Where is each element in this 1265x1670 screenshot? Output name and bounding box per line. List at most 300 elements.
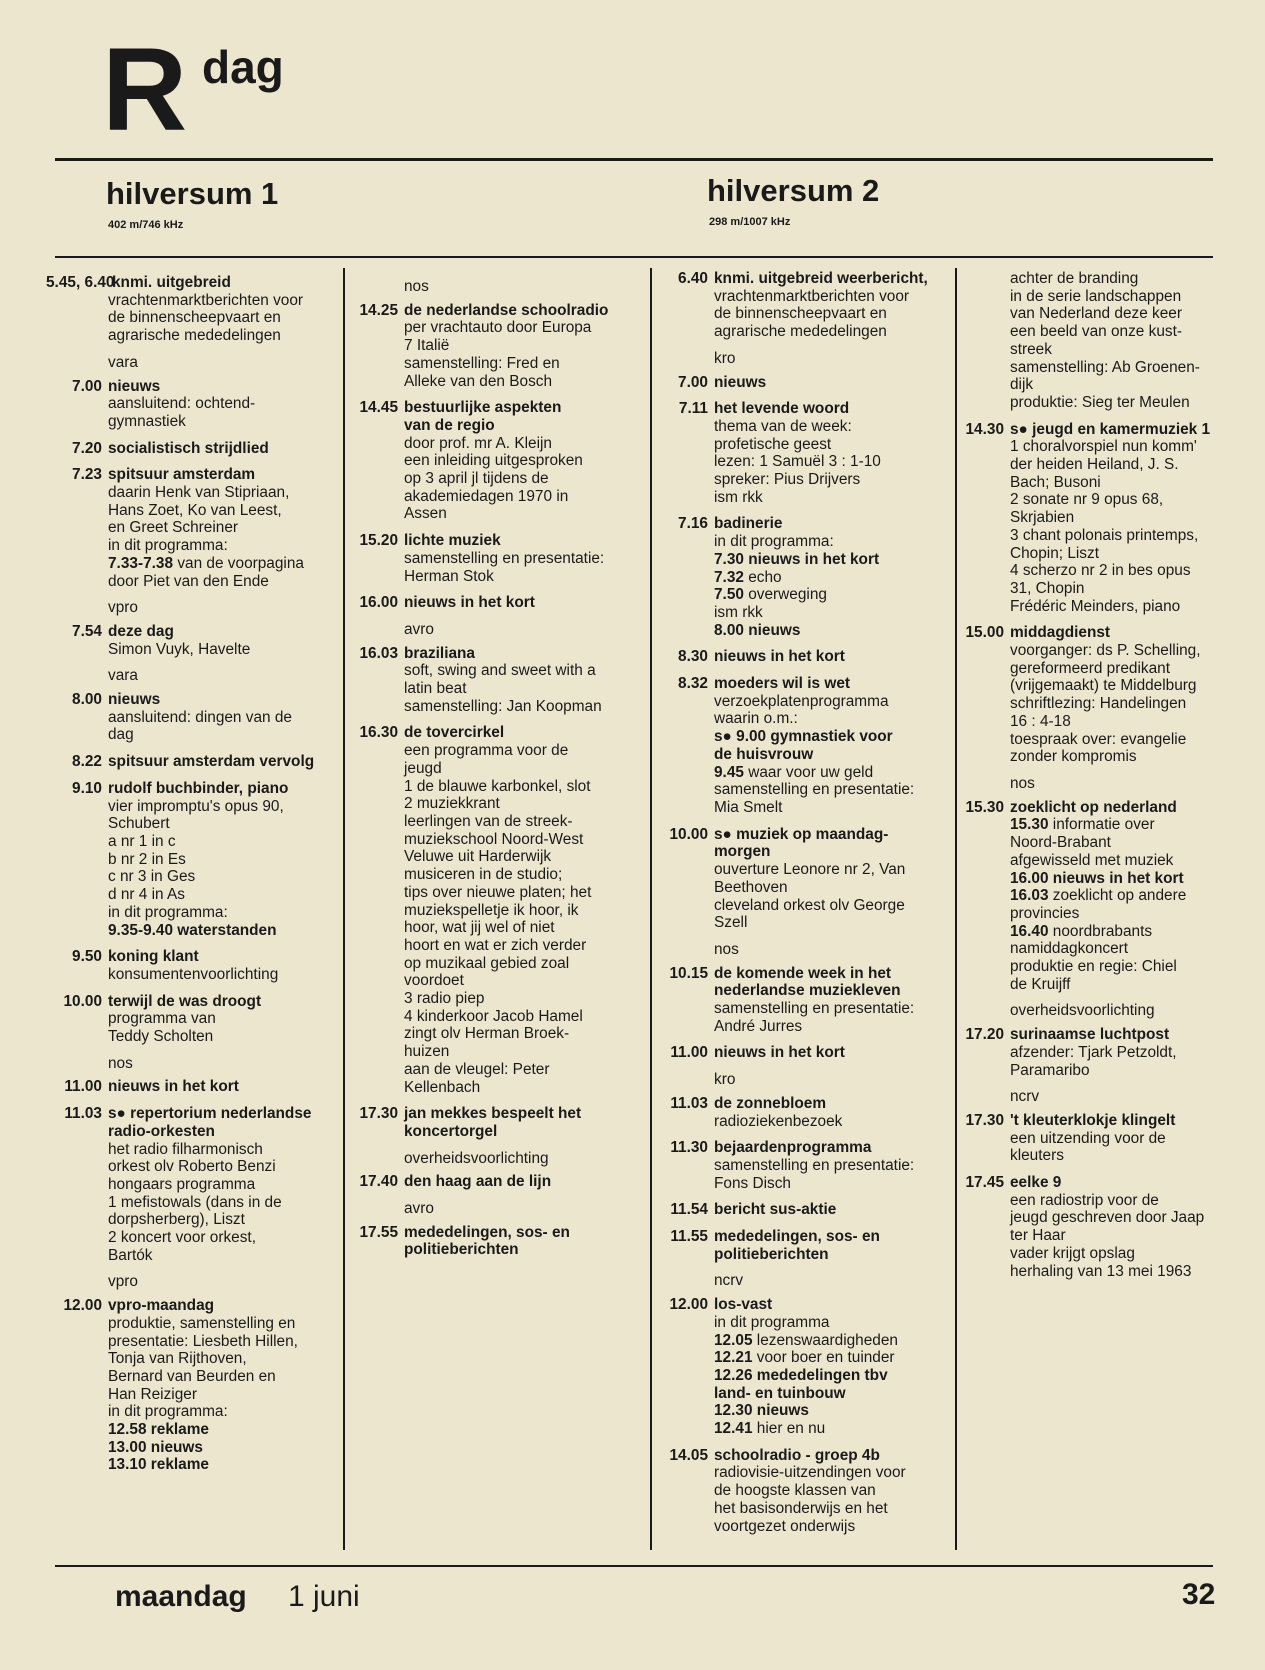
program-time: 5.45, 6.40: [46, 274, 115, 291]
program-time: 11.30: [670, 1139, 708, 1157]
program-detail-line: zingt olv Herman Broek-: [404, 1025, 570, 1043]
program-detail-line: streek: [1010, 340, 1052, 358]
sub-item-bold: 8.00 nieuws: [714, 621, 801, 639]
program-time: 8.22: [72, 753, 102, 771]
program-detail-line: akademiedagen 1970 in: [404, 487, 569, 505]
program-detail-line: 4 scherzo nr 2 in bes opus: [1010, 562, 1191, 580]
sub-item-text: echo: [743, 568, 782, 586]
program-detail-line: Assen: [404, 505, 447, 523]
program-detail-line: agrarische mededelingen: [714, 323, 887, 341]
program-entry: [46, 274, 340, 345]
sub-item-bold: 12.26 mededelingen tbv: [714, 1366, 888, 1384]
program-title: de nederlandse schoolradio: [404, 301, 609, 319]
program-detail-line: dag: [108, 726, 134, 744]
program-detail-line: ism rkk: [714, 488, 763, 506]
header-rule: [55, 256, 1213, 258]
program-detail-line: produktie en regie: Chiel: [1010, 958, 1177, 976]
program-title: 't kleuterklokje klingelt: [1010, 1111, 1176, 1129]
broadcaster-label: kro: [714, 349, 736, 367]
program-time: 16.00: [359, 594, 398, 612]
program-detail-line: (vrijgemaakt) te Middelburg: [1010, 677, 1197, 695]
program-detail-line: samenstelling: Ab Groenen-: [1010, 358, 1200, 376]
program-sub-item: [714, 1402, 952, 1420]
program-title: mededelingen, sos- en: [404, 1223, 570, 1241]
program-detail-line: op 3 april jl tijdens de: [404, 470, 549, 488]
program-entry: [670, 1228, 952, 1263]
program-sub-item: [1010, 816, 1235, 834]
sub-item-bold: 12.58 reklame: [108, 1421, 209, 1439]
sub-item-text: noordbrabants: [1048, 922, 1153, 940]
program-title: nieuws in het kort: [404, 594, 535, 612]
program-detail-line: Bernard van Beurden en: [108, 1367, 276, 1385]
program-title: moeders wil is wet: [714, 675, 850, 693]
program-time: 9.50: [72, 948, 102, 966]
program-entry: [965, 624, 1235, 766]
program-detail-line: achter de branding: [1010, 270, 1139, 287]
program-detail-line: waarin o.m.:: [714, 710, 798, 728]
program-time: 11.03: [670, 1094, 708, 1112]
program-detail-line: huizen: [404, 1043, 450, 1061]
program-entry: [678, 270, 952, 341]
program-detail-line: namiddagkoncert: [1010, 940, 1129, 958]
program-entry: [678, 675, 952, 817]
program-time: 17.20: [965, 1026, 1004, 1044]
program-title: bericht sus-aktie: [714, 1201, 837, 1219]
program-detail-line: hoort en wat er zich verder: [404, 936, 587, 954]
program-title: vpro-maandag: [108, 1297, 215, 1315]
program-detail-line: hoor, wat jij wel of niet: [404, 919, 555, 937]
program-title: bejaardenprogramma: [714, 1139, 872, 1157]
program-detail-line: Schubert: [108, 815, 170, 833]
program-detail-line: vier impromptu's opus 90,: [108, 797, 284, 815]
program-title-cont: politieberichten: [714, 1245, 829, 1263]
program-detail-line: in de serie landschappen: [1010, 287, 1182, 305]
program-detail-line: de Kruijff: [1010, 975, 1071, 993]
program-detail-line: toespraak over: evangelie: [1010, 730, 1187, 748]
program-time: 14.25: [359, 301, 398, 319]
program-entry: [72, 466, 340, 590]
program-title: s● jeugd en kamermuziek 1: [1010, 420, 1211, 438]
program-title: rudolf buchbinder, piano: [108, 779, 289, 797]
program-detail-line: afgewisseld met muziek: [1010, 851, 1174, 869]
broadcaster-label: overheidsvoorlichting: [1010, 1002, 1155, 1020]
program-detail-line: samenstelling en presentatie:: [714, 1000, 915, 1018]
program-detail-line: spreker: Pius Drijvers: [714, 471, 861, 489]
program-sub-item: [1010, 870, 1235, 888]
broadcaster-label: ncrv: [1010, 1088, 1040, 1106]
program-detail-line: Beethoven: [714, 878, 788, 896]
broadcaster-label: kro: [714, 1071, 736, 1089]
station-freq-2: 298 m/1007 kHz: [709, 216, 791, 228]
program-title-cont: nederlandse muziekleven: [714, 982, 901, 1000]
program-detail-line: tips over nieuwe platen; het: [404, 883, 592, 901]
program-entry: [670, 1201, 952, 1219]
station-title-1: hilversum 1: [106, 176, 279, 211]
broadcaster-label: ncrv: [714, 1272, 744, 1290]
program-detail-line: verzoekplatenprogramma: [714, 692, 889, 710]
program-entry: [669, 964, 952, 1036]
program-detail-line: 2 koncert voor orkest,: [108, 1229, 256, 1247]
broadcaster-label: nos: [1010, 774, 1035, 792]
program-detail-line: daarin Henk van Stipriaan,: [108, 484, 290, 502]
program-detail-line: Veluwe uit Harderwijk: [404, 848, 552, 866]
program-detail-line: a nr 1 in c: [108, 832, 176, 850]
program-detail-line: Herman Stok: [404, 567, 494, 585]
program-title: de komende week in het: [714, 964, 892, 982]
program-entry: [965, 1111, 1235, 1165]
program-title: knmi. uitgebreid weerbericht,: [714, 270, 928, 287]
program-title: lichte muziek: [404, 532, 501, 550]
broadcaster-label: avro: [404, 620, 434, 638]
program-sub-item: [1010, 887, 1235, 905]
program-detail-line: 3 radio piep: [404, 990, 485, 1008]
program-detail-line: 1 choralvorspiel nun komm': [1010, 438, 1197, 456]
program-time: 17.30: [965, 1111, 1004, 1129]
program-time: 6.40: [678, 270, 708, 287]
program-detail-line: in dit programma: [714, 1313, 830, 1331]
program-title: spitsuur amsterdam: [108, 466, 256, 484]
program-detail-line: b nr 2 in Es: [108, 850, 186, 868]
program-time: 7.54: [72, 622, 102, 640]
program-time: 9.10: [72, 779, 102, 797]
program-entry: [64, 1105, 340, 1264]
program-sub-item: [1010, 923, 1235, 941]
program-entry: [670, 1139, 952, 1192]
program-sub-item: [714, 551, 952, 569]
sub-item-bold: 9.35-9.40 waterstanden: [108, 921, 277, 939]
program-entry: [678, 400, 952, 506]
program-time: 15.30: [965, 798, 1004, 816]
sub-item-bold: 16.40: [1010, 922, 1049, 940]
program-entry: [72, 948, 340, 983]
broadcaster-label: avro: [404, 1200, 434, 1218]
station-title-2: hilversum 2: [707, 173, 880, 208]
program-time: 11.00: [64, 1078, 102, 1096]
program-time: 17.40: [359, 1173, 398, 1191]
program-time: 16.03: [359, 644, 398, 662]
program-time: 15.00: [965, 624, 1004, 642]
program-detail-line: in dit programma:: [108, 537, 228, 555]
program-detail-line: schriftlezing: Handelingen: [1010, 695, 1187, 713]
program-detail-line: samenstelling en presentatie:: [404, 549, 605, 567]
logo-suffix: dag: [202, 41, 284, 93]
program-title-cont: radio-orkesten: [108, 1122, 215, 1140]
program-detail-line: door prof. mr A. Kleijn: [404, 434, 552, 452]
program-entry: [359, 399, 644, 523]
sub-item-text: lezenswaardigheden: [752, 1331, 898, 1349]
program-entry: [359, 532, 644, 585]
program-detail-line: provincies: [1010, 904, 1080, 922]
program-title-cont: koncertorgel: [404, 1122, 498, 1140]
program-detail-line: Frédéric Meinders, piano: [1010, 597, 1181, 615]
program-sub-item: [108, 922, 340, 940]
program-detail-line: Bach; Busoni: [1010, 473, 1101, 491]
program-detail-line: jeugd: [404, 759, 442, 777]
program-entry: [63, 992, 340, 1046]
sub-item-bold: 13.10 reklame: [108, 1456, 209, 1474]
program-detail-line: 2 sonate nr 9 opus 68,: [1010, 491, 1164, 509]
program-time: 8.30: [678, 648, 708, 666]
sub-item-bold: 7.32: [714, 568, 744, 586]
sub-item-text: zoeklicht op andere: [1048, 887, 1187, 905]
program-detail-line: 7 Italië: [404, 337, 450, 355]
program-detail-line: vrachtenmarktberichten voor: [714, 287, 910, 305]
program-detail-line: de binnenscheepvaart en: [714, 305, 887, 323]
program-entry: [359, 301, 644, 391]
program-title: deze dag: [108, 622, 174, 640]
program-title: eelke 9: [1010, 1174, 1062, 1192]
program-time: 8.32: [678, 675, 708, 693]
sub-item-bold: 7.50: [714, 586, 744, 604]
program-detail-line: 16 : 4-18: [1010, 712, 1071, 730]
program-detail-line: gymnastiek: [108, 412, 186, 430]
sub-item-text: waar voor uw geld: [743, 763, 874, 781]
program-detail-line: agrarische mededelingen: [108, 327, 281, 345]
program-title: nieuws: [108, 691, 161, 709]
program-time: 7.20: [72, 439, 102, 457]
program-detail-line: produktie: Sieg ter Meulen: [1010, 393, 1190, 411]
broadcaster-label: vara: [108, 667, 138, 685]
program-sub-item: [714, 746, 952, 764]
program-time: 7.00: [678, 373, 708, 391]
column-divider: [343, 268, 345, 1550]
program-detail-line: leerlingen van de streek-: [404, 812, 573, 830]
schedule-column-4: [965, 270, 1235, 1289]
sub-item-bold: land- en tuinbouw: [714, 1384, 846, 1402]
program-detail-line: aan de vleugel: Peter: [404, 1060, 550, 1078]
program-detail-line: ouverture Leonore nr 2, Van: [714, 861, 906, 879]
page-number: 32: [1182, 1578, 1216, 1611]
program-entry: [359, 644, 644, 716]
program-sub-item: [714, 569, 952, 587]
program-time: 11.03: [64, 1105, 102, 1123]
broadcaster-label: nos: [108, 1054, 133, 1072]
program-detail-line: dijk: [1010, 376, 1034, 394]
program-entry: [965, 798, 1235, 994]
program-detail-line: samenstelling en presentatie:: [714, 1156, 915, 1174]
program-title: nieuws in het kort: [714, 1044, 845, 1062]
program-detail-line: per vrachtauto door Europa: [404, 319, 592, 337]
program-time: 15.20: [359, 532, 398, 550]
program-time: 17.55: [359, 1223, 398, 1241]
program-detail-line: muziekschool Noord-West: [404, 830, 584, 848]
program-title: s● muziek op maandag-: [714, 825, 889, 843]
program-detail-line: 1 de blauwe karbonkel, slot: [404, 777, 591, 795]
program-title: bestuurlijke aspekten: [404, 399, 562, 417]
program-detail-line: musiceren in de studio;: [404, 866, 563, 884]
program-entry: [72, 377, 340, 431]
broadcaster-label: nos: [404, 278, 429, 295]
program-detail-line: profetische geest: [714, 435, 832, 453]
program-time: 14.05: [669, 1446, 708, 1464]
program-detail-line: voordoet: [404, 972, 464, 990]
program-title: knmi. uitgebreid: [112, 274, 231, 291]
program-detail-line: vader krijgt opslag: [1010, 1244, 1135, 1262]
footer-day: maandag: [115, 1580, 247, 1613]
program-detail-line: een uitzending voor de: [1010, 1129, 1166, 1147]
program-entry: [678, 373, 952, 392]
program-entry: [72, 691, 340, 744]
program-entry: [669, 825, 952, 932]
sub-item-bold: 16.00 nieuws in het kort: [1010, 869, 1184, 887]
program-detail-line: de hoogste klassen van: [714, 1482, 876, 1500]
program-detail-line: kleuters: [1010, 1147, 1064, 1165]
program-entry: [670, 1094, 952, 1130]
program-time: 11.54: [670, 1201, 708, 1219]
footer-rule: [55, 1565, 1213, 1567]
program-time: 12.00: [669, 1296, 708, 1314]
program-entry: [64, 1078, 340, 1096]
program-detail-line: het basisonderwijs en het: [714, 1499, 888, 1517]
program-detail-line: thema van de week:: [714, 417, 852, 435]
sub-item-bold: 13.00 nieuws: [108, 1438, 203, 1456]
program-entry: [359, 1223, 644, 1259]
program-time: 7.11: [678, 400, 708, 418]
program-entry: [1010, 270, 1235, 412]
program-detail-line: 31, Chopin: [1010, 579, 1085, 597]
column-divider: [650, 268, 652, 1550]
program-sub-item: [714, 728, 952, 746]
program-entry: [678, 648, 952, 666]
program-title: spitsuur amsterdam vervolg: [108, 753, 315, 771]
program-sub-item: [714, 1367, 952, 1385]
program-detail-line: Szell: [714, 914, 748, 932]
program-detail-line: van Nederland deze keer: [1010, 305, 1182, 323]
broadcaster-label: vpro: [108, 599, 138, 617]
program-detail-line: Han Reiziger: [108, 1385, 197, 1403]
program-detail-line: afzender: Tjark Petzoldt,: [1010, 1043, 1177, 1061]
sub-item-bold: 15.30: [1010, 816, 1049, 834]
program-entry: [359, 724, 644, 1096]
program-title: nieuws in het kort: [108, 1078, 239, 1096]
program-detail-line: presentatie: Liesbeth Hillen,: [108, 1332, 298, 1350]
program-entry: [72, 622, 340, 658]
program-title: socialistisch strijdlied: [108, 439, 269, 457]
program-detail-line: latin beat: [404, 680, 467, 698]
program-title: middagdienst: [1010, 624, 1111, 642]
program-sub-item: [714, 586, 952, 604]
program-detail-line: der heiden Heiland, J. S.: [1010, 456, 1179, 474]
program-entry: [72, 439, 340, 458]
program-detail-line: vrachtenmarktberichten voor: [108, 291, 304, 309]
program-detail-line: herhaling van 13 mei 1963: [1010, 1262, 1192, 1280]
top-rule: [55, 158, 1213, 161]
program-detail-line: Kellenbach: [404, 1078, 481, 1096]
program-detail-line: jeugd geschreven door Jaap: [1010, 1209, 1205, 1227]
program-title: de zonnebloem: [714, 1094, 827, 1112]
program-sub-item: [714, 622, 952, 640]
program-title: los-vast: [714, 1296, 773, 1314]
broadcaster-label: nos: [714, 940, 739, 958]
sub-item-bold: de huisvrouw: [714, 745, 814, 763]
program-detail-line: Chopin; Liszt: [1010, 544, 1099, 562]
program-detail-line: op muzikaal gebied zoal: [404, 954, 570, 972]
program-title: de tovercirkel: [404, 724, 505, 742]
program-detail-line: lezen: 1 Samuël 3 : 1-10: [714, 453, 881, 471]
program-time: 10.15: [669, 964, 708, 982]
program-sub-item: [714, 1420, 952, 1438]
program-detail-line: produktie, samenstelling en: [108, 1314, 296, 1332]
program-detail-line: Paramaribo: [1010, 1061, 1090, 1079]
program-detail-line: orkest olv Roberto Benzi: [108, 1158, 276, 1176]
program-detail-line: samenstelling: Jan Koopman: [404, 697, 602, 715]
program-time: 11.55: [670, 1228, 708, 1246]
sub-item-bold: 12.21: [714, 1349, 753, 1367]
sub-item-bold: 12.05: [714, 1331, 753, 1349]
program-entry: [359, 1173, 644, 1191]
program-detail-line: door Piet van den Ende: [108, 572, 269, 590]
broadcaster-label: overheidsvoorlichting: [404, 1149, 549, 1167]
station-freq-1: 402 m/746 kHz: [108, 219, 184, 231]
program-time: 8.00: [72, 691, 102, 709]
sub-item-bold: 12.41: [714, 1420, 753, 1438]
program-detail-line: Alleke van den Bosch: [404, 372, 553, 390]
program-entry: [965, 1174, 1235, 1280]
program-entry: [670, 1044, 952, 1062]
sub-item-text: hier en nu: [752, 1420, 826, 1438]
program-sub-item: [108, 1456, 340, 1474]
program-detail-line: ism rkk: [714, 603, 763, 621]
program-detail-line: voorganger: ds P. Schelling,: [1010, 642, 1201, 660]
program-title: nieuws in het kort: [714, 648, 845, 666]
program-title: zoeklicht op nederland: [1010, 798, 1177, 816]
program-detail-line: in dit programma:: [108, 1403, 228, 1421]
program-time: 11.00: [670, 1044, 708, 1062]
program-detail-line: Hans Zoet, Ko van Leest,: [108, 501, 282, 519]
program-time: 7.23: [72, 466, 102, 484]
program-detail-line: c nr 3 in Ges: [108, 868, 196, 886]
program-detail-line: Fons Disch: [714, 1174, 791, 1192]
program-title: braziliana: [404, 644, 475, 662]
program-title-cont: van de regio: [404, 416, 495, 434]
footer-date: 1 juni: [288, 1580, 360, 1613]
program-detail-line: een beeld van onze kust-: [1010, 323, 1182, 341]
sub-item-bold: s● 9.00 gymnastiek voor: [714, 728, 893, 746]
program-detail-line: radioziekenbezoek: [714, 1112, 843, 1130]
program-entry: [965, 420, 1235, 616]
broadcaster-label: vara: [108, 353, 138, 371]
sub-item-bold: 7.30 nieuws in het kort: [714, 550, 880, 568]
program-title: nieuws: [714, 373, 767, 391]
program-detail-line: Mia Smelt: [714, 798, 783, 816]
program-sub-item: [714, 1349, 952, 1367]
program-detail-line: in dit programma:: [714, 533, 834, 551]
program-detail-line: Teddy Scholten: [108, 1028, 214, 1046]
program-title: terwijl de was droogt: [108, 992, 262, 1010]
sub-item-text: overweging: [743, 586, 827, 604]
program-entry: [965, 1026, 1235, 1079]
program-time: 10.00: [669, 825, 708, 843]
program-entry: [359, 1105, 644, 1140]
program-detail-line: 2 muziekkrant: [404, 795, 500, 813]
broadcaster-label: vpro: [108, 1273, 138, 1291]
program-title-cont: morgen: [714, 843, 771, 861]
logo-letter: R: [102, 24, 184, 156]
program-entry: [359, 594, 644, 612]
sub-item-text: voor boer en tuinder: [752, 1349, 895, 1367]
program-detail-line: aansluitend: ochtend-: [108, 395, 256, 413]
schedule-column-1: [46, 274, 340, 1483]
program-detail-line: programma van: [108, 1010, 216, 1028]
schedule-column-3: [669, 270, 952, 1544]
program-sub-item: [714, 1332, 952, 1350]
program-time: 7.16: [678, 515, 708, 533]
schedule-column-2: [359, 274, 644, 1268]
program-title: den haag aan de lijn: [404, 1173, 552, 1191]
program-detail-line: zonder kompromis: [1010, 748, 1137, 766]
program-sub-item: [108, 555, 340, 573]
program-detail-line: radiovisie-uitzendingen voor: [714, 1464, 906, 1482]
